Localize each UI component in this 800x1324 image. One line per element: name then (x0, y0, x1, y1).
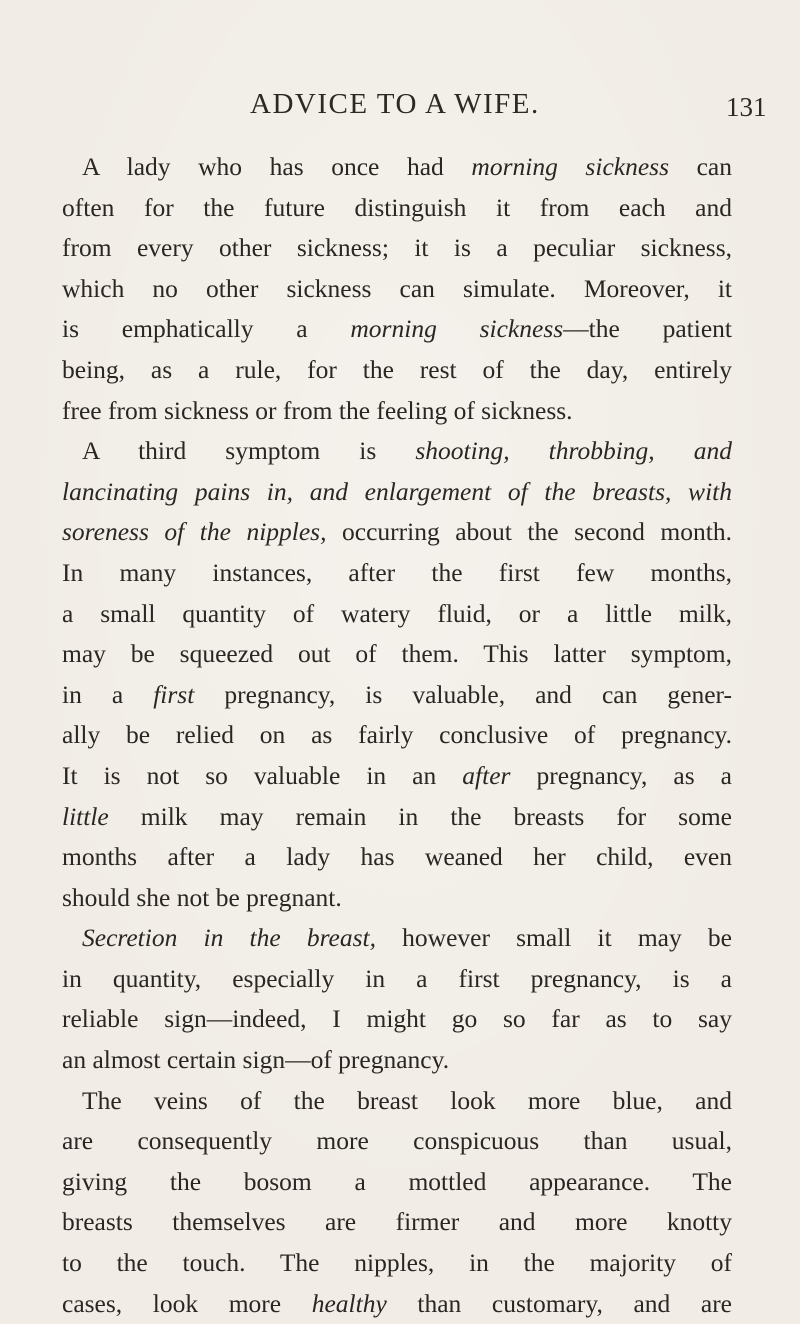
text-run: months after a lady has weaned her child, even (62, 842, 732, 872)
italic-text: lancinating pains in, and enlargement of the breasts, with (62, 476, 732, 506)
text-line-3 (62, 228, 732, 269)
italic-text: soreness of the nipples, (62, 517, 327, 547)
text-line-28 (62, 1243, 732, 1284)
text-line-13 (62, 634, 732, 675)
text-line-23 (62, 1040, 732, 1081)
text-line-18 (62, 837, 732, 878)
text-run: reliable sign—indeed, I might go so far as to say (62, 1004, 732, 1034)
text-run: A third symptom is (82, 436, 416, 466)
text-line-1 (62, 147, 732, 188)
body-text (62, 147, 732, 1324)
text-run: in a (62, 679, 154, 709)
italic-text: Secretion in the breast, (82, 923, 376, 953)
text-run: from every other sickness; it is a peculiar sickness, (62, 233, 732, 263)
text-line-20 (62, 918, 732, 959)
italic-text: little (62, 801, 109, 831)
text-run: which no other sickness can simulate. Moreover, it (62, 273, 732, 303)
text-run: cases, look more (62, 1288, 312, 1318)
text-line-14 (62, 675, 732, 716)
text-run: pregnancy, is valuable, and can gener- (194, 679, 732, 709)
text-run: being, as a rule, for the rest of the day, entirely (62, 354, 732, 384)
text-line-19 (62, 878, 732, 919)
italic-text: shooting, throbbing, and (415, 436, 732, 466)
text-run: A lady who has once had (82, 152, 472, 181)
text-line-9 (62, 472, 732, 513)
text-line-27 (62, 1202, 732, 1243)
text-run: often for the future distinguish it from each and (62, 192, 732, 222)
text-line-24 (62, 1081, 732, 1122)
text-run: can (669, 152, 732, 181)
italic-text: morning sickness (350, 314, 564, 344)
text-line-22 (62, 999, 732, 1040)
text-run: ally be relied on as fairly conclusive of pregnancy. (62, 720, 732, 750)
text-line-8 (62, 431, 732, 472)
page-number: 131 (726, 92, 767, 122)
text-line-7 (62, 391, 732, 432)
text-run: In many instances, after the first few months, (62, 557, 732, 587)
text-run: may be squeezed out of them. This latter symptom, (62, 639, 732, 669)
text-line-12 (62, 594, 732, 635)
text-line-26 (62, 1162, 732, 1203)
text-line-17 (62, 797, 732, 838)
text-line-4 (62, 269, 732, 310)
text-line-2 (62, 188, 732, 229)
text-run: The veins of the breast look more blue, and (82, 1085, 732, 1115)
text-line-6 (62, 350, 732, 391)
text-run: milk may remain in the breasts for some (108, 801, 732, 831)
text-line-5 (62, 309, 732, 350)
text-run: a small quantity of watery fluid, or a little milk, (62, 598, 732, 628)
text-run: than customary, and are (386, 1288, 733, 1318)
text-line-21 (62, 959, 732, 1000)
text-run: to the touch. The nipples, in the majority of (62, 1248, 732, 1278)
text-run: in quantity, especially in a first pregnancy, is a (62, 963, 732, 993)
text-run: free from sickness or from the feeling of sickness. (62, 395, 573, 425)
text-run: giving the bosom a mottled appearance. The (62, 1166, 732, 1196)
running-head: ADVICE TO A WIFE. (250, 88, 540, 120)
text-run: occurring about the second month. (326, 517, 732, 547)
text-run: breasts themselves are firmer and more knotty (62, 1207, 732, 1237)
text-line-25 (62, 1121, 732, 1162)
text-run: is emphatically a (62, 314, 351, 344)
text-run: pregnancy, as a (510, 760, 732, 790)
text-line-10 (62, 512, 732, 553)
text-line-11 (62, 553, 732, 594)
text-run: however small it may be (376, 923, 732, 953)
text-run: an almost certain sign—of pregnancy. (62, 1045, 450, 1075)
italic-text: healthy (311, 1288, 387, 1318)
page-header (250, 88, 770, 128)
italic-text: first (153, 679, 195, 709)
text-line-16 (62, 756, 732, 797)
text-run: —the patient (563, 314, 733, 344)
text-run: should she not be pregnant. (62, 882, 342, 912)
italic-text: after (462, 760, 511, 790)
italic-text: morning sickness (471, 152, 669, 181)
text-run: It is not so valuable in an (62, 760, 463, 790)
text-line-29 (62, 1284, 732, 1324)
text-run: are consequently more conspicuous than usual, (62, 1126, 732, 1156)
text-line-15 (62, 715, 732, 756)
